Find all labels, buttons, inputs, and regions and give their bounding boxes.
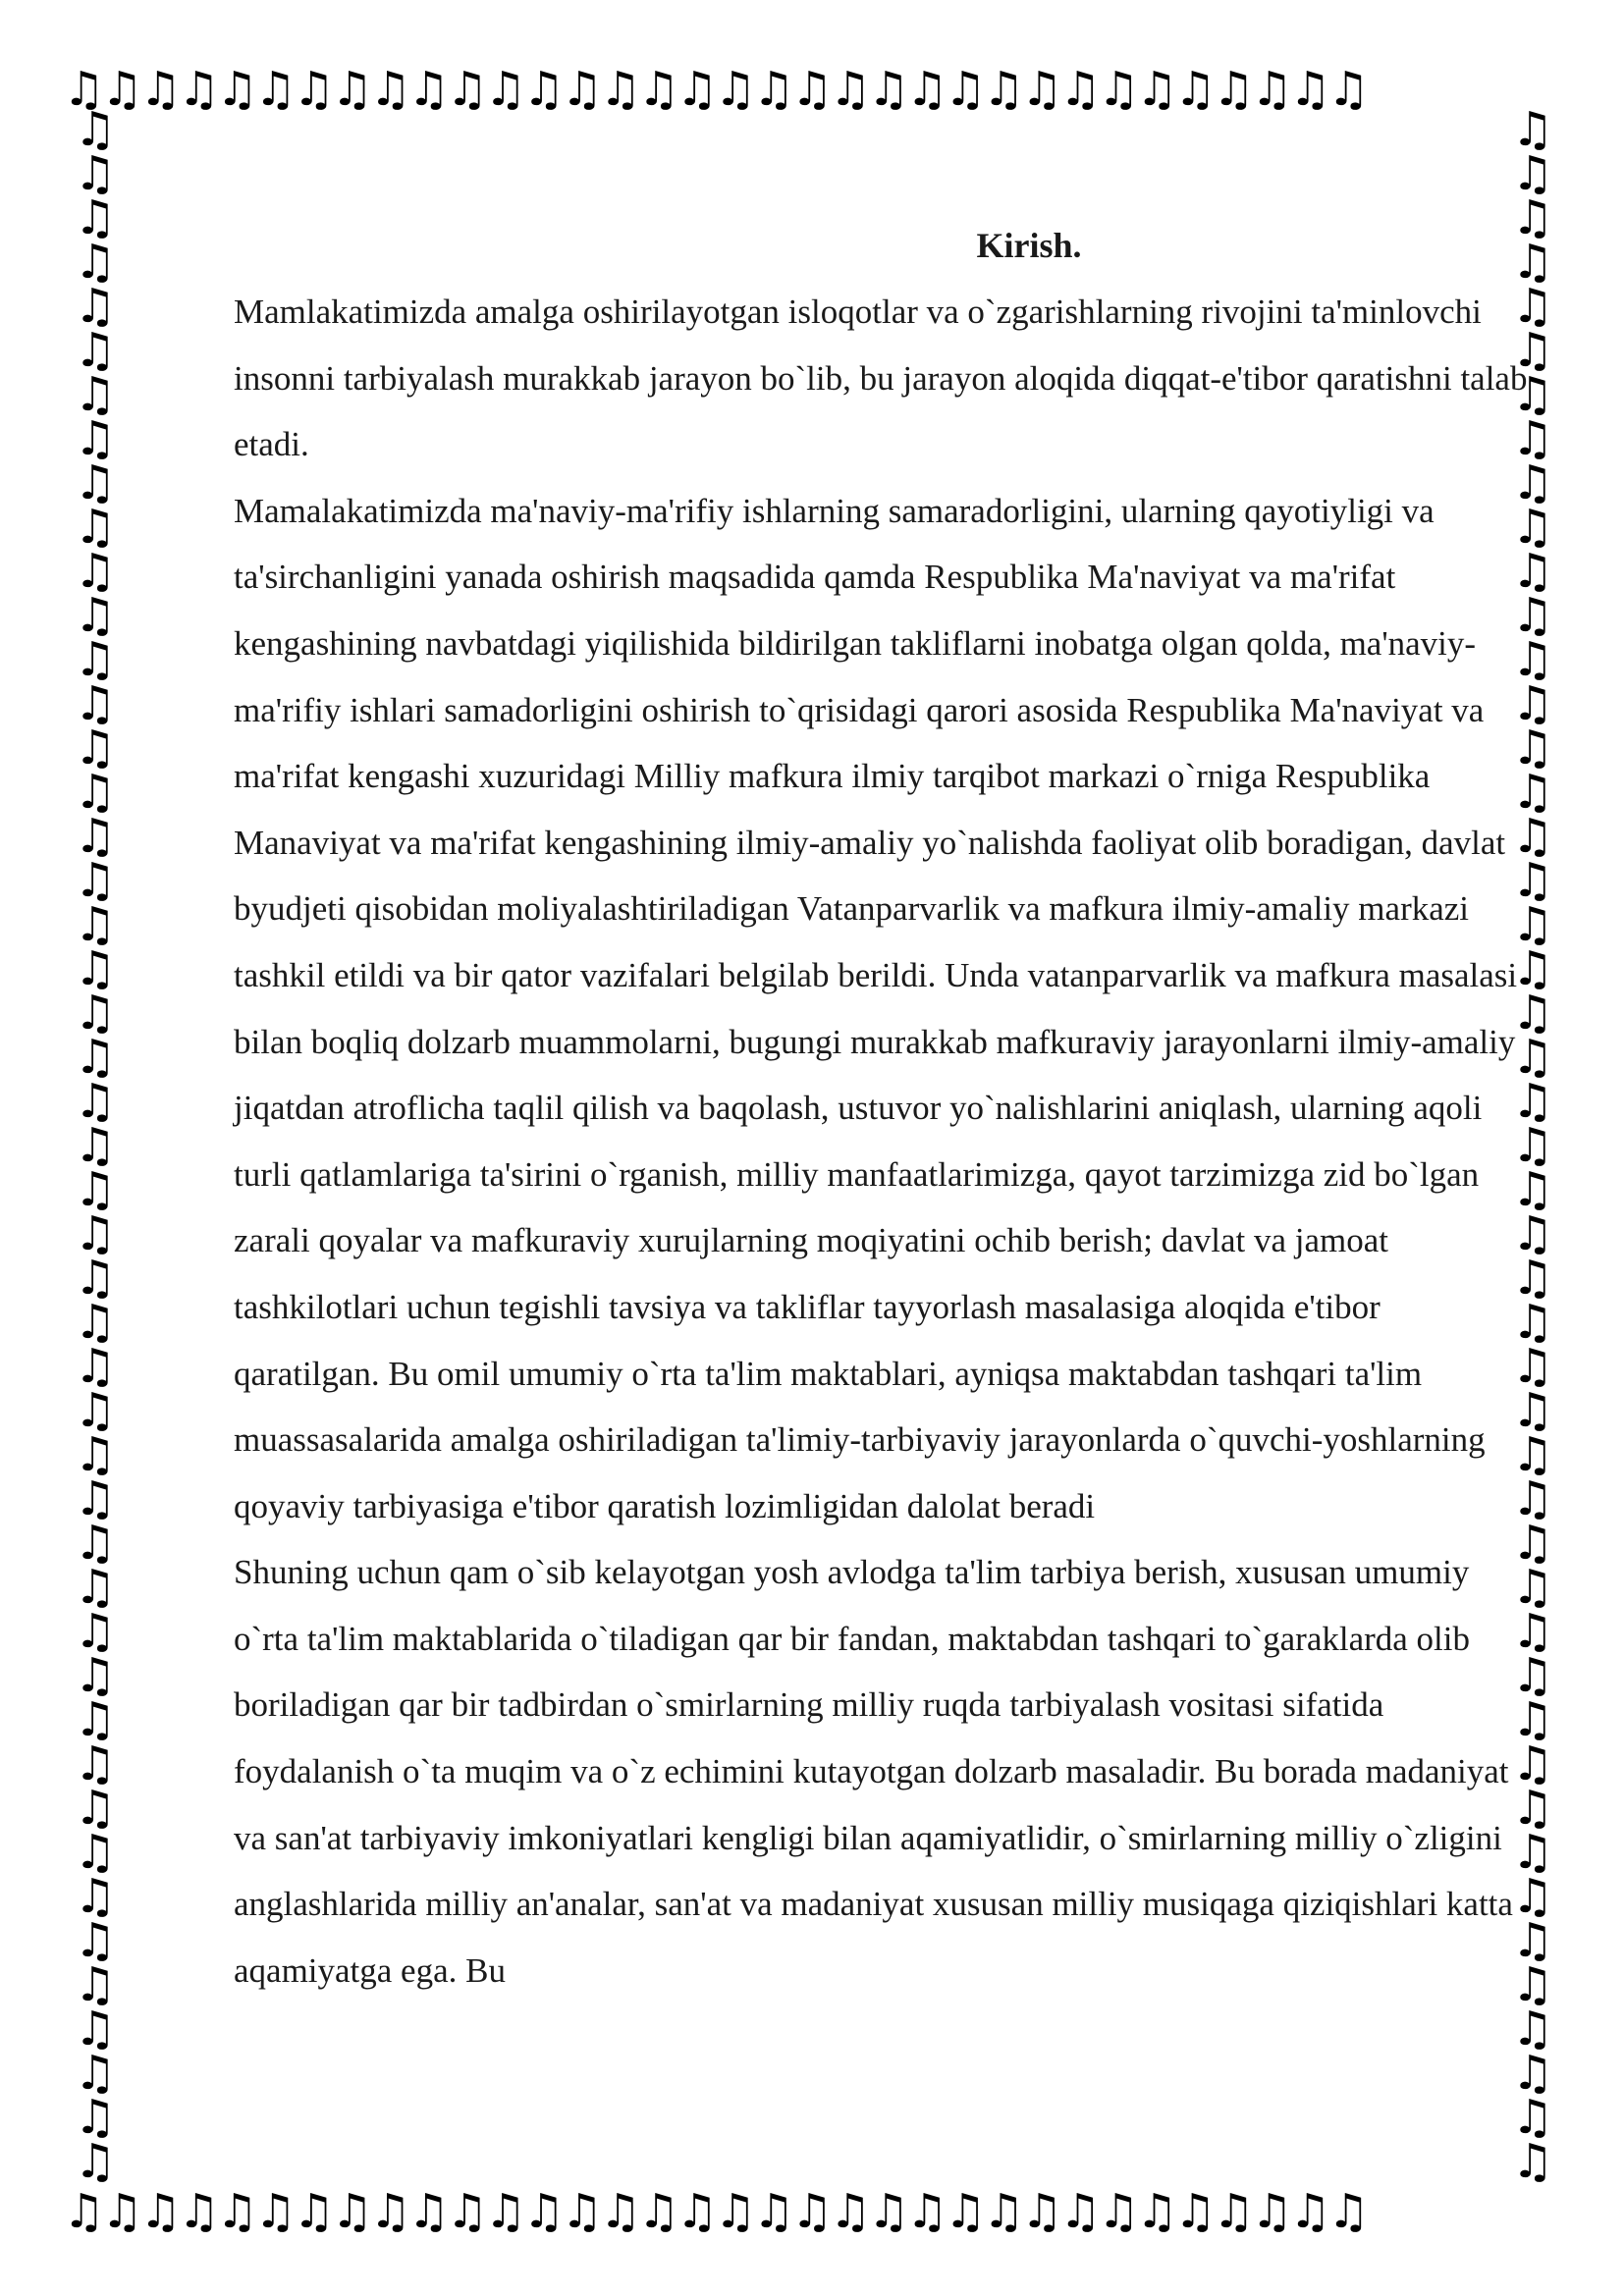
music-note-icon: ♫ — [522, 62, 562, 117]
music-note-icon: ♫ — [293, 2184, 332, 2239]
document-body — [234, 218, 1530, 2003]
music-note-icon: ♫ — [1511, 1648, 1554, 1703]
music-note-icon: ♫ — [139, 2184, 179, 2239]
music-note-icon: ♫ — [74, 367, 117, 422]
music-note-icon: ♫ — [407, 62, 447, 117]
music-note-icon: ♫ — [74, 1030, 117, 1085]
music-note-icon: ♫ — [1511, 1692, 1554, 1747]
music-note-icon: ♫ — [407, 2184, 447, 2239]
music-note-icon: ♫ — [982, 2184, 1021, 2239]
music-note-icon: ♫ — [867, 2184, 906, 2239]
music-note-icon: ♫ — [74, 1736, 117, 1791]
music-note-icon: ♫ — [790, 2184, 830, 2239]
music-note-icon: ♫ — [1511, 146, 1554, 201]
music-note-icon: ♫ — [74, 146, 117, 201]
music-note-icon: ♫ — [74, 1825, 117, 1880]
music-note-border-bottom — [63, 2181, 1565, 2242]
music-note-icon: ♫ — [1212, 62, 1251, 117]
music-note-icon: ♫ — [293, 62, 332, 117]
music-note-icon: ♫ — [1511, 765, 1554, 820]
music-note-icon: ♫ — [446, 2184, 485, 2239]
music-note-icon: ♫ — [74, 323, 117, 378]
music-note-icon: ♫ — [74, 411, 117, 466]
music-note-icon: ♫ — [74, 721, 117, 775]
music-note-icon: ♫ — [74, 190, 117, 245]
music-note-icon: ♫ — [74, 1516, 117, 1571]
music-note-icon: ♫ — [561, 2184, 600, 2239]
music-note-border-top — [63, 59, 1565, 120]
music-note-icon: ♫ — [1511, 323, 1554, 378]
music-note-icon: ♫ — [1511, 1074, 1554, 1129]
music-note-icon: ♫ — [599, 62, 638, 117]
music-note-icon: ♫ — [714, 62, 753, 117]
paragraph-3: Shuning uchun qam o`sib kelayotgan yosh avlodga ta'lim tarbiya berish, xususan umumiy o`rta ta'lim maktablarida o`tiladigan qar bir fandan, maktabdan tashqari to`garaklarda olib boriladigan qar bir tadbirdan o`smirlarning milliy ruqda tarbiyalash vositasi sifatida foydalanish o`ta muqim va o`z echimini kutayotgan dolzarb masaladir. Bu borada madaniyat va san'at tarbiyaviy imkoniyatlari kengligi bilan aqamiyatlidir, o`smirlarning milliy o`zligini anglashlarida milliy an'analar, san'at va madaniyat xususan milliy musiqaga qiziqishlari katta aqamiyatga ega. Bu — [234, 1553, 1513, 1990]
music-note-icon: ♫ — [74, 1604, 117, 1659]
music-note-icon: ♫ — [369, 62, 408, 117]
music-note-icon: ♫ — [1173, 62, 1213, 117]
music-note-icon: ♫ — [74, 2002, 117, 2056]
music-note-icon: ♫ — [74, 1913, 117, 1968]
music-note-icon: ♫ — [74, 2090, 117, 2145]
music-note-icon: ♫ — [74, 897, 117, 952]
music-note-icon: ♫ — [1511, 588, 1554, 643]
music-note-icon: ♫ — [829, 2184, 868, 2239]
music-note-icon: ♫ — [752, 62, 791, 117]
music-note-icon: ♫ — [714, 2184, 753, 2239]
music-note-icon: ♫ — [1511, 190, 1554, 245]
music-note-icon: ♫ — [1511, 1604, 1554, 1659]
music-note-icon: ♫ — [74, 1427, 117, 1482]
music-note-icon: ♫ — [1212, 2184, 1251, 2239]
music-note-icon: ♫ — [1511, 1957, 1554, 2012]
music-note-icon: ♫ — [74, 455, 117, 510]
music-note-icon: ♫ — [944, 62, 983, 117]
music-note-icon: ♫ — [522, 2184, 562, 2239]
music-note-icon: ♫ — [982, 62, 1021, 117]
music-note-icon: ♫ — [1058, 62, 1098, 117]
music-note-icon: ♫ — [1511, 1427, 1554, 1482]
music-note-icon: ♫ — [1250, 62, 1289, 117]
music-note-icon: ♫ — [1511, 235, 1554, 290]
music-note-icon: ♫ — [74, 588, 117, 643]
music-note-icon: ♫ — [74, 632, 117, 687]
music-note-icon: ♫ — [1135, 2184, 1174, 2239]
music-note-icon: ♫ — [74, 941, 117, 996]
music-note-icon: ♫ — [74, 1781, 117, 1836]
music-note-icon: ♫ — [74, 108, 117, 157]
music-note-icon: ♫ — [1289, 2184, 1328, 2239]
music-note-icon: ♫ — [74, 1118, 117, 1173]
music-note-icon: ♫ — [867, 62, 906, 117]
music-note-icon: ♫ — [1511, 1913, 1554, 1968]
document-title: Kirish. — [976, 226, 1082, 265]
music-note-icon: ♫ — [1511, 455, 1554, 510]
music-note-icon: ♫ — [1097, 62, 1136, 117]
music-note-icon: ♫ — [1511, 367, 1554, 422]
music-note-icon: ♫ — [1511, 1030, 1554, 1085]
music-note-icon: ♫ — [74, 1295, 117, 1350]
music-note-icon: ♫ — [216, 2184, 255, 2239]
music-note-icon: ♫ — [561, 62, 600, 117]
music-note-icon: ♫ — [63, 62, 102, 117]
music-note-icon: ♫ — [1511, 632, 1554, 687]
music-note-icon: ♫ — [599, 2184, 638, 2239]
music-note-icon: ♫ — [1511, 1118, 1554, 1173]
music-note-icon: ♫ — [752, 2184, 791, 2239]
paragraph-2: Mamalakatimizda ma'naviy-ma'rifiy ishlarning samaradorligini, ularning qayotiyligi va ta'sirchanligini yanada oshirish maqsadida qamda Respublika Ma'naviyat va ma'rifat kengashining navbatdagi yiqilishida bildirilgan takliflarni inobatga olgan qolda, ma'naviy-ma'rifiy ishlari samadorligini oshirish to`qrisidagi qarori asosida Respublika Ma'naviyat va ma'rifat kengashi xuzuridagi Milliy mafkura ilmiy tarqibot markazi o`rniga Respublika Manaviyat va ma'rifat kengashining ilmiy-amaliy yo`nalishda faoliyat olib boradigan, davlat byudjeti qisobidan moliyalashtiriladigan Vatanparvarlik va mafkura ilmiy-amaliy markazi tashkil etildi va bir qator vazifalari belgilab berildi. Unda vatanparvarlik va mafkura masalasi bilan boqliq dolzarb muammolarni, bugungi murakkab mafkuraviy jarayonlarni ilmiy-amaliy jiqatdan atroflicha taqlil qilish va baqolash, ustuvor yo`nalishlarini aniqlash, ularning aqoli turli qatlamlariga ta'sirini o`rganish, milliy manfaatlarimizga, qayot tarzimizga zid bo`lgan zarali qoyalar va mafkuraviy xurujlarning moqiyatini ochib berish; davlat va jamoat tashkilotlari uchun tegishli tavsiya va takliflar tayyorlash masalasiga aloqida e'tibor qaratilgan. Bu omil umumiy o`rta ta'lim maktablari, ayniqsa maktabdan tashqari ta'lim muassasalarida amalga oshiriladigan ta'limiy-tarbiyaviy jarayonlarda o`quvchi-yoshlarning qoyaviy tarbiyasiga e'tibor qaratish lozimligidan dalolat beradi — [234, 491, 1518, 1525]
music-note-icon: ♫ — [74, 1560, 117, 1615]
music-note-icon: ♫ — [331, 2184, 370, 2239]
music-note-icon: ♫ — [1511, 2134, 1554, 2189]
music-note-icon: ♫ — [216, 62, 255, 117]
music-note-icon: ♫ — [74, 544, 117, 599]
music-note-icon: ♫ — [74, 235, 117, 290]
paragraph-1: Mamlakatimizda amalga oshirilayotgan isloqotlar va o`zgarishlarning rivojini ta'minlovchi insonni tarbiyalash murakkab jarayon bo`lib, bu jarayon aloqida diqqat-e'tibor qaratishni talab etadi. — [234, 293, 1528, 464]
music-note-icon: ♫ — [1250, 2184, 1289, 2239]
music-note-icon: ♫ — [1020, 2184, 1059, 2239]
music-note-icon: ♫ — [1511, 1825, 1554, 1880]
music-note-icon: ♫ — [74, 809, 117, 864]
music-note-icon: ♫ — [1058, 2184, 1098, 2239]
music-note-icon: ♫ — [74, 1383, 117, 1438]
music-note-icon: ♫ — [1511, 853, 1554, 908]
music-note-icon: ♫ — [1511, 544, 1554, 599]
music-note-icon: ♫ — [74, 676, 117, 731]
music-note-icon: ♫ — [1511, 897, 1554, 952]
music-note-icon: ♫ — [74, 1692, 117, 1747]
music-note-icon: ♫ — [1097, 2184, 1136, 2239]
music-note-icon: ♫ — [1511, 1869, 1554, 1924]
music-note-icon: ♫ — [74, 2046, 117, 2101]
music-note-icon: ♫ — [676, 62, 715, 117]
music-note-icon: ♫ — [484, 62, 523, 117]
music-note-icon: ♫ — [1173, 2184, 1213, 2239]
music-note-icon: ♫ — [1511, 1471, 1554, 1526]
music-note-icon: ♫ — [1511, 2002, 1554, 2056]
music-note-icon: ♫ — [331, 62, 370, 117]
music-note-icon: ♫ — [829, 62, 868, 117]
music-note-icon: ♫ — [1511, 1339, 1554, 1394]
music-note-icon: ♫ — [1511, 2046, 1554, 2101]
music-note-icon: ♫ — [369, 2184, 408, 2239]
music-note-icon: ♫ — [1135, 62, 1174, 117]
music-note-icon: ♫ — [484, 2184, 523, 2239]
music-note-icon: ♫ — [1511, 411, 1554, 466]
music-note-icon: ♫ — [178, 2184, 217, 2239]
music-note-icon: ♫ — [74, 1206, 117, 1261]
music-note-icon: ♫ — [637, 62, 677, 117]
music-note-icon: ♫ — [1511, 1781, 1554, 1836]
music-note-icon: ♫ — [74, 986, 117, 1041]
music-note-icon: ♫ — [1511, 1295, 1554, 1350]
music-note-icon: ♫ — [637, 2184, 677, 2239]
music-note-icon: ♫ — [790, 62, 830, 117]
music-note-icon: ♫ — [178, 62, 217, 117]
music-note-icon: ♫ — [1511, 500, 1554, 555]
music-note-icon: ♫ — [101, 2184, 140, 2239]
music-note-icon: ♫ — [74, 1162, 117, 1217]
music-note-icon: ♫ — [74, 1869, 117, 1924]
music-note-icon: ♫ — [74, 765, 117, 820]
music-note-icon: ♫ — [139, 62, 179, 117]
music-note-icon: ♫ — [101, 62, 140, 117]
music-note-icon: ♫ — [446, 62, 485, 117]
music-note-icon: ♫ — [1511, 1560, 1554, 1615]
music-note-icon: ♫ — [1511, 1251, 1554, 1306]
music-note-icon: ♫ — [944, 2184, 983, 2239]
music-note-icon: ♫ — [74, 1339, 117, 1394]
music-note-icon: ♫ — [1289, 62, 1328, 117]
music-note-icon: ♫ — [1511, 1383, 1554, 1438]
music-note-icon: ♫ — [1511, 279, 1554, 334]
music-note-icon: ♫ — [74, 1074, 117, 1129]
music-note-border-left — [65, 108, 126, 2189]
music-note-icon: ♫ — [1511, 721, 1554, 775]
music-note-icon: ♫ — [254, 2184, 294, 2239]
music-note-icon: ♫ — [74, 1471, 117, 1526]
music-note-icon: ♫ — [74, 2134, 117, 2189]
music-note-icon: ♫ — [254, 62, 294, 117]
music-note-icon: ♫ — [74, 279, 117, 334]
music-note-icon: ♫ — [1511, 676, 1554, 731]
music-note-icon: ♫ — [1511, 1736, 1554, 1791]
music-note-icon: ♫ — [63, 2184, 102, 2239]
music-note-icon: ♫ — [905, 62, 945, 117]
music-note-icon: ♫ — [1511, 1516, 1554, 1571]
music-note-icon: ♫ — [1511, 941, 1554, 996]
music-note-icon: ♫ — [676, 2184, 715, 2239]
music-note-icon: ♫ — [74, 853, 117, 908]
music-note-icon: ♫ — [1511, 1206, 1554, 1261]
music-note-icon: ♫ — [1511, 1162, 1554, 1217]
music-note-icon: ♫ — [1511, 108, 1554, 157]
music-note-icon: ♫ — [74, 1648, 117, 1703]
music-note-icon: ♫ — [74, 1957, 117, 2012]
music-note-icon: ♫ — [1327, 2184, 1367, 2239]
music-note-icon: ♫ — [74, 1251, 117, 1306]
music-note-icon: ♫ — [1511, 2090, 1554, 2145]
music-note-icon: ♫ — [1020, 62, 1059, 117]
music-note-icon: ♫ — [1327, 62, 1367, 117]
music-note-icon: ♫ — [905, 2184, 945, 2239]
music-note-icon: ♫ — [1511, 809, 1554, 864]
music-note-icon: ♫ — [1511, 986, 1554, 1041]
music-note-icon: ♫ — [74, 500, 117, 555]
